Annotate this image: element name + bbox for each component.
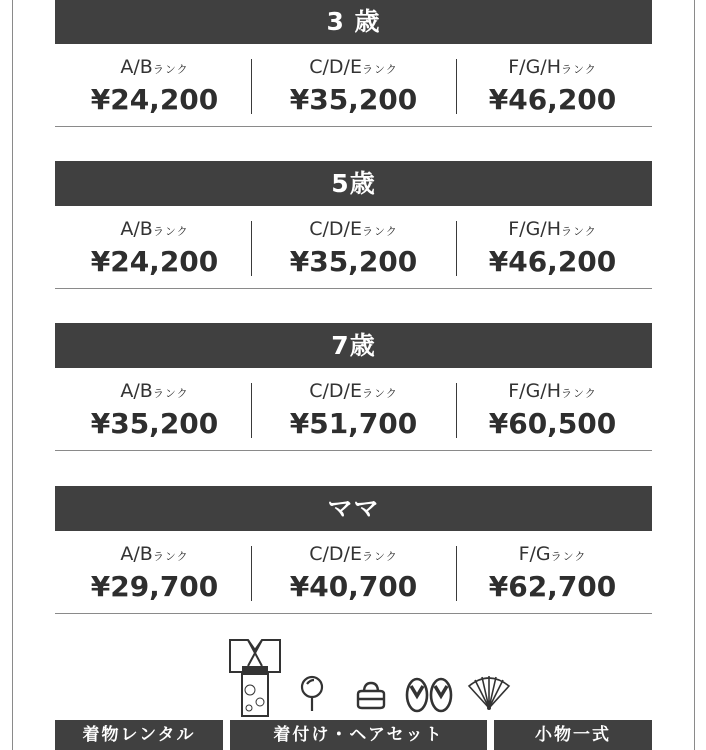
folding-fan-icon [467,674,511,712]
rank-column [55,368,254,441]
price-value: ¥62,700 [488,570,617,603]
tag-accessories-set: 小物一式 [494,720,652,750]
price-row [55,206,652,289]
rank-column [254,531,453,604]
price-row [55,44,652,127]
price-section-3yr [55,0,652,127]
price-value: ¥46,200 [488,83,617,116]
price-value: ¥35,200 [289,83,418,116]
section-title: 7歳 [55,323,652,368]
price-value: ¥60,500 [488,407,617,440]
price-value: ¥35,200 [90,407,219,440]
column-divider [251,221,252,276]
price-value: ¥46,200 [488,245,617,278]
price-row [55,531,652,614]
accessory-icons [0,636,706,716]
rank-column [453,531,652,604]
price-value: ¥24,200 [90,83,219,116]
rank-label: F/G/Hランク [508,218,597,240]
price-value: ¥40,700 [289,570,418,603]
rank-column [254,44,453,117]
rank-label: A/Bランク [120,56,189,78]
rank-label: C/D/Eランク [309,218,398,240]
price-section-mama [55,486,652,614]
rank-column [55,206,254,279]
rank-column [453,206,652,279]
section-title: 3 歳 [55,0,652,44]
rank-label: F/G/Hランク [508,380,597,402]
rank-label: F/G/Hランク [508,56,597,78]
rank-column [55,531,254,604]
price-value: ¥29,700 [90,570,219,603]
rank-label: C/D/Eランク [309,543,398,565]
rank-column [55,44,254,117]
rank-column [254,368,453,441]
rank-label: C/D/Eランク [309,380,398,402]
tag-dressing-hair-set: 着付け・ヘアセット [230,720,487,750]
column-divider [251,383,252,438]
rank-label: A/Bランク [120,218,189,240]
rank-column [453,368,652,441]
rank-label: A/Bランク [120,380,189,402]
column-divider [251,546,252,601]
rank-column [254,206,453,279]
rank-label: A/Bランク [120,543,189,565]
rank-label: F/Gランク [518,543,587,565]
price-value: ¥35,200 [289,245,418,278]
tag-kimono-rental: 着物レンタル [55,720,223,750]
price-section-5yr [55,161,652,289]
section-title: 5歳 [55,161,652,206]
kimono-icon [228,636,282,718]
price-value: ¥51,700 [289,407,418,440]
zori-sandals-icon [404,676,454,714]
price-section-7yr [55,323,652,451]
price-value: ¥24,200 [90,245,219,278]
column-divider [251,59,252,114]
rank-label: C/D/Eランク [309,56,398,78]
bag-icon [354,680,388,710]
section-title: ママ [55,486,652,531]
price-row [55,368,652,451]
hand-mirror-icon [299,674,325,714]
rank-column [453,44,652,117]
